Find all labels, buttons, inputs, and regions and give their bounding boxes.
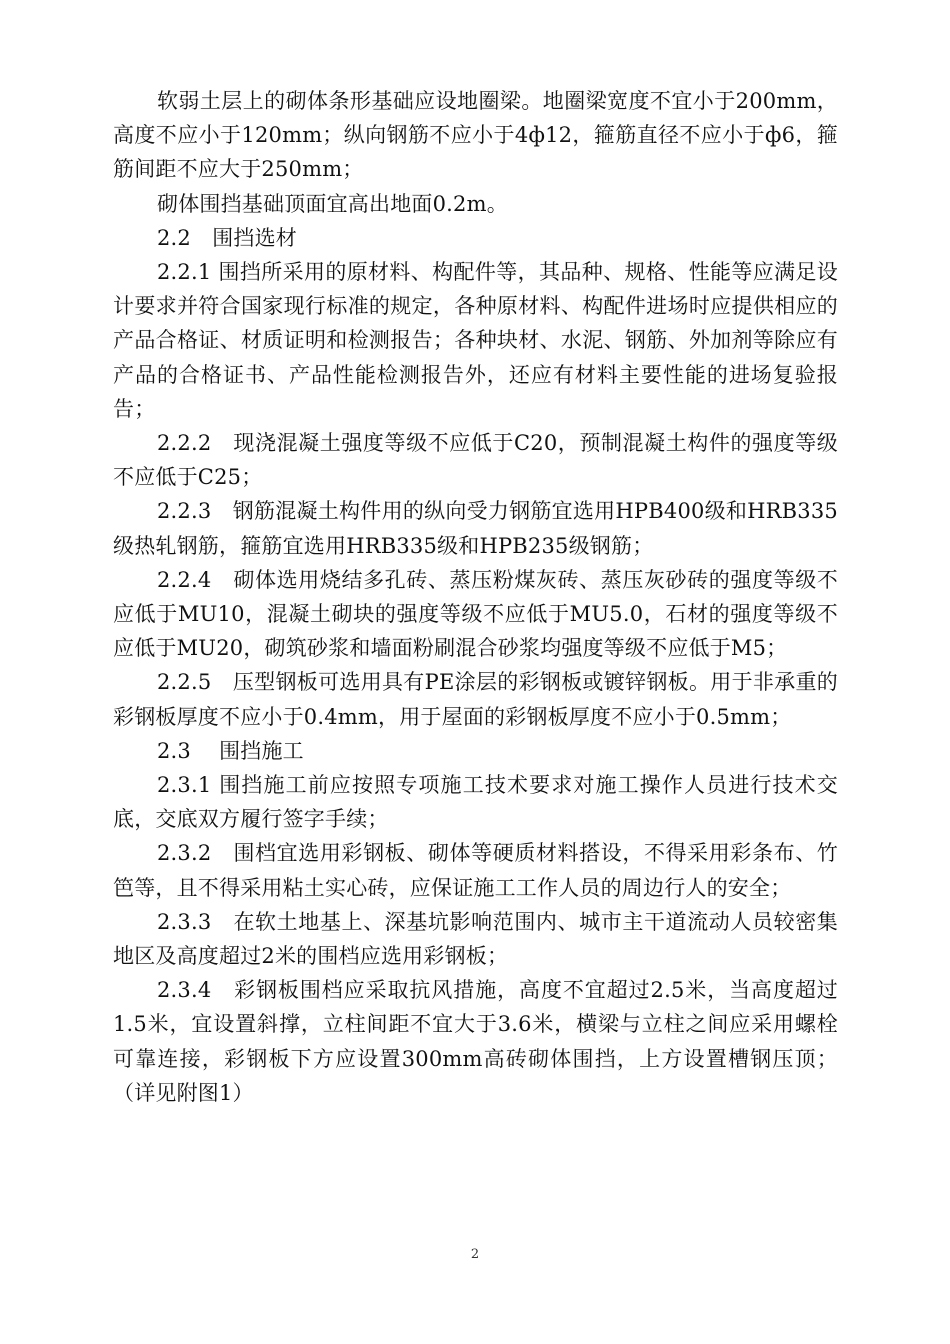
paragraph-2-3-2: 2.3.2 围档宜选用彩钢板、砌体等硬质材料搭设，不得采用彩条布、竹笆等，且不得采用粘土实心砖，应保证施工工作人员的周边行人的安全；	[113, 841, 838, 900]
section-heading-2-3: 2.3 围挡施工	[157, 738, 304, 763]
paragraph-2-2-4: 2.2.4 砌体选用烧结多孔砖、蒸压粉煤灰砖、蒸压灰砂砖的强度等级不应低于MU10，混凝土砌块的强度等级不应低于MU5.0，石材的强度等级不应低于MU20，砌筑砂浆和墙面粉刷混合砂浆均强度等级不应低于M5；	[113, 567, 838, 661]
paragraph-foundation-height: 砌体围挡基础顶面宜高出地面0.2m。	[157, 191, 508, 216]
paragraph-2-3-4: 2.3.4 彩钢板围档应采取抗风措施，高度不宜超过2.5米，当高度超过1.5米，宜设置斜撑，立柱间距不宜大于3.6米，横梁与立柱之间应采用螺栓可靠连接，彩钢板下方应设置300mm高砖砌体围挡，上方设置槽钢压顶；（详见附图1）	[113, 978, 838, 1105]
paragraph-2-2-1: 2.2.1 围挡所采用的原材料、构配件等，其品种、规格、性能等应满足设计要求并符合国家现行标准的规定，各种原材料、构配件进场时应提供相应的产品合格证、材质证明和检测报告；各种块材、水泥、钢筋、外加剂等除应有产品的合格证书、产品性能检测报告外，还应有材料主要性能的进场复验报告；	[113, 260, 838, 421]
paragraph-2-2-5: 2.2.5 压型钢板可选用具有PE涂层的彩钢板或镀锌钢板。用于非承重的彩钢板厚度不应小于0.4mm，用于屋面的彩钢板厚度不应小于0.5mm；	[113, 670, 838, 729]
paragraph-2-2-2: 2.2.2 现浇混凝土强度等级不应低于C20，预制混凝土构件的强度等级不应低于C25；	[113, 431, 838, 490]
paragraph-2-3-3: 2.3.3 在软土地基上、深基坑影响范围内、城市主干道流动人员较密集地区及高度超过2米的围档应选用彩钢板；	[113, 909, 838, 969]
document-body	[113, 84, 838, 1110]
page-number: 2	[470, 1247, 480, 1262]
section-heading-2-2: 2.2 围挡选材	[157, 225, 297, 250]
paragraph-2-3-1: 2.3.1 围挡施工前应按照专项施工技术要求对施工操作人员进行技术交底，交底双方履行签字手续；	[113, 773, 838, 832]
paragraph-2-2-3: 2.2.3 钢筋混凝土构件用的纵向受力钢筋宜选用HPB400级和HRB335级热轧钢筋，箍筋宜选用HRB335级和HPB235级钢筋；	[113, 499, 838, 558]
paragraph-ground-beam: 软弱土层上的砌体条形基础应设地圈梁。地圈梁宽度不宜小于200mm，高度不应小于120mm；纵向钢筋不应小于4ф12，箍筋直径不应小于ф6，箍筋间距不应大于250mm；	[113, 89, 838, 182]
